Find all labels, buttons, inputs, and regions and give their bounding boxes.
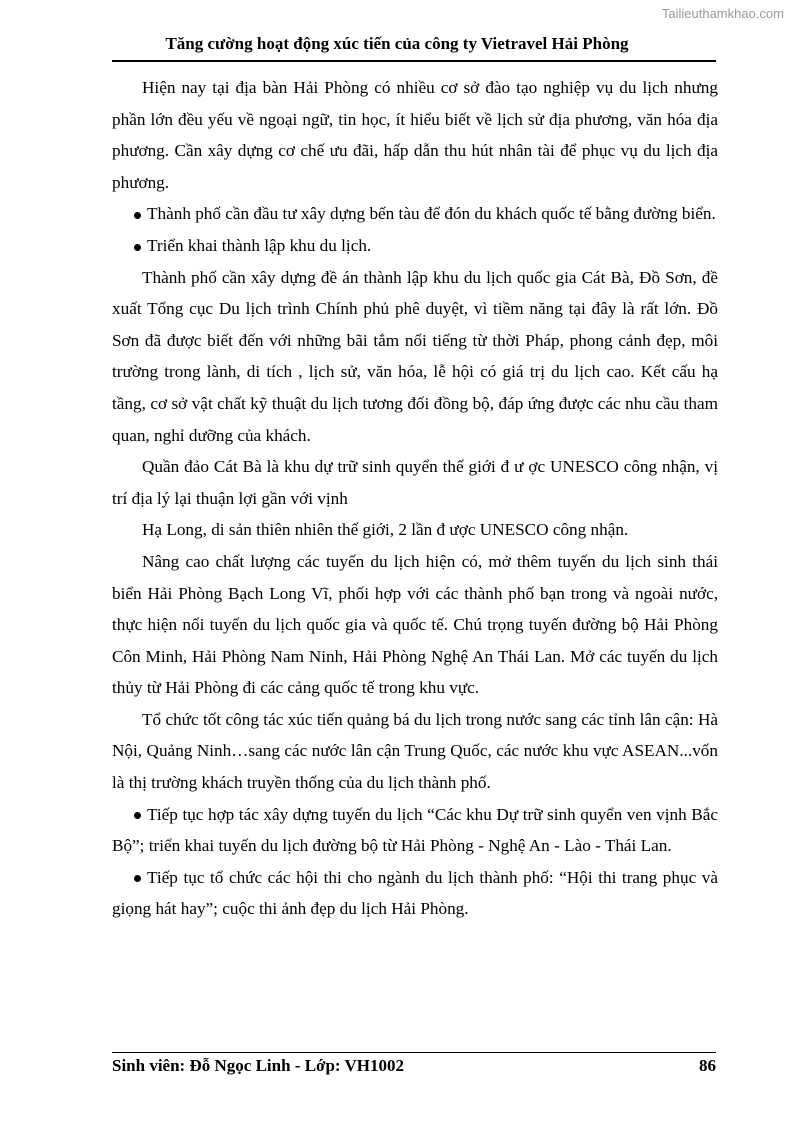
paragraph: Hiện nay tại địa bàn Hải Phòng có nhiều cơ sở đào tạo nghiệp vụ du lịch nhưng phần lớn đều yếu về ngoại ngữ, tin học, ít hiểu biết về lịch sử địa phương, văn hóa địa phương. Cần xây dựng cơ chế ưu đãi, hấp dẫn thu hút nhân tài để phục vụ du lịch địa phương. (112, 78, 718, 192)
bullet-item (112, 799, 718, 862)
bullet-icon (133, 811, 143, 821)
document-body (112, 72, 718, 925)
paragraph: Hạ Long, di sản thiên nhiên thế giới, 2 lần đ ược UNESCO công nhận. (142, 520, 629, 540)
watermark: Tailieuthamkhao.com (661, 6, 784, 21)
bullet-item (112, 198, 718, 230)
bullet-item (112, 230, 718, 262)
bullet-text: Thành phố cần đầu tư xây dựng bến tàu để đón du khách quốc tế bằng đường biển. (147, 204, 716, 224)
bullet-text: Tiếp tục tổ chức các hội thi cho ngành du lịch thành phố: “Hội thi trang phục và giọng hát hay”; cuộc thi ảnh đẹp du lịch Hải Phòng. (112, 867, 718, 919)
footer-student-info: Sinh viên: Đỗ Ngọc Linh - Lớp: VH1002 (112, 1056, 405, 1075)
bullet-icon (133, 874, 143, 884)
bullet-text: Tiếp tục hợp tác xây dựng tuyến du lịch “Các khu Dự trữ sinh quyển ven vịnh Bắc Bộ”; triển khai tuyến du lịch đường bộ từ Hải Phòng - Nghệ An - Lào - Thái Lan. (112, 804, 718, 856)
bullet-text: Triển khai thành lập khu du lịch. (147, 235, 372, 255)
bullet-icon (133, 210, 143, 220)
bullet-item (112, 862, 718, 925)
paragraph: Quần đảo Cát Bà là khu dự trữ sinh quyển thế giới đ ư ợc UNESCO công nhận, vị trí địa lý lại thuận lợi gần với vịnh (112, 457, 718, 508)
footer-divider (112, 1052, 716, 1053)
page-number: 86 (699, 1056, 716, 1075)
bullet-icon (133, 242, 143, 252)
header-title: Tăng cường hoạt động xúc tiến của công ty Vietravel Hải Phòng (165, 34, 629, 53)
header-divider (112, 60, 716, 62)
paragraph: Thành phố cần xây dựng đề án thành lập khu du lịch quốc gia Cát Bà, Đồ Sơn, đề xuất Tổng cục Du lịch trình Chính phủ phê duyệt, vì tiềm năng tại đây là rất lớn. Đồ Sơn đã được biết đến với những bãi tắm nổi tiếng từ thời Pháp, phong cảnh đẹp, môi trường trong lành, di tích , lịch sử, văn hóa, lễ hội có giá trị du lịch cao. Kết cấu hạ tầng, cơ sở vật chất kỹ thuật du lịch tương đối đồng bộ, đáp ứng được các nhu cầu tham quan, nghỉ dưỡng của khách. (112, 267, 718, 445)
paragraph: Nâng cao chất lượng các tuyến du lịch hiện có, mở thêm tuyến du lịch sinh thái biển Hải Phòng Bạch Long Vĩ, phối hợp với các thành phố bạn trong và ngoài nước, thực hiện nối tuyến du lịch quốc gia và quốc tế. Chú trọng tuyến đường bộ Hải Phòng Côn Minh, Hải Phòng Nam Ninh, Hải Phòng Nghệ An Thái Lan. Mở các tuyến du lịch thủy từ Hải Phòng đi các cảng quốc tế trong khu vực. (112, 551, 718, 698)
paragraph: Tổ chức tốt công tác xúc tiến quảng bá du lịch trong nước sang các tỉnh lân cận: Hà Nội, Quảng Ninh…sang các nước lân cận Trung Quốc, các nước khu vực ASEAN...vốn là thị trường khách truyền thống của du lịch thành phố. (112, 709, 718, 793)
